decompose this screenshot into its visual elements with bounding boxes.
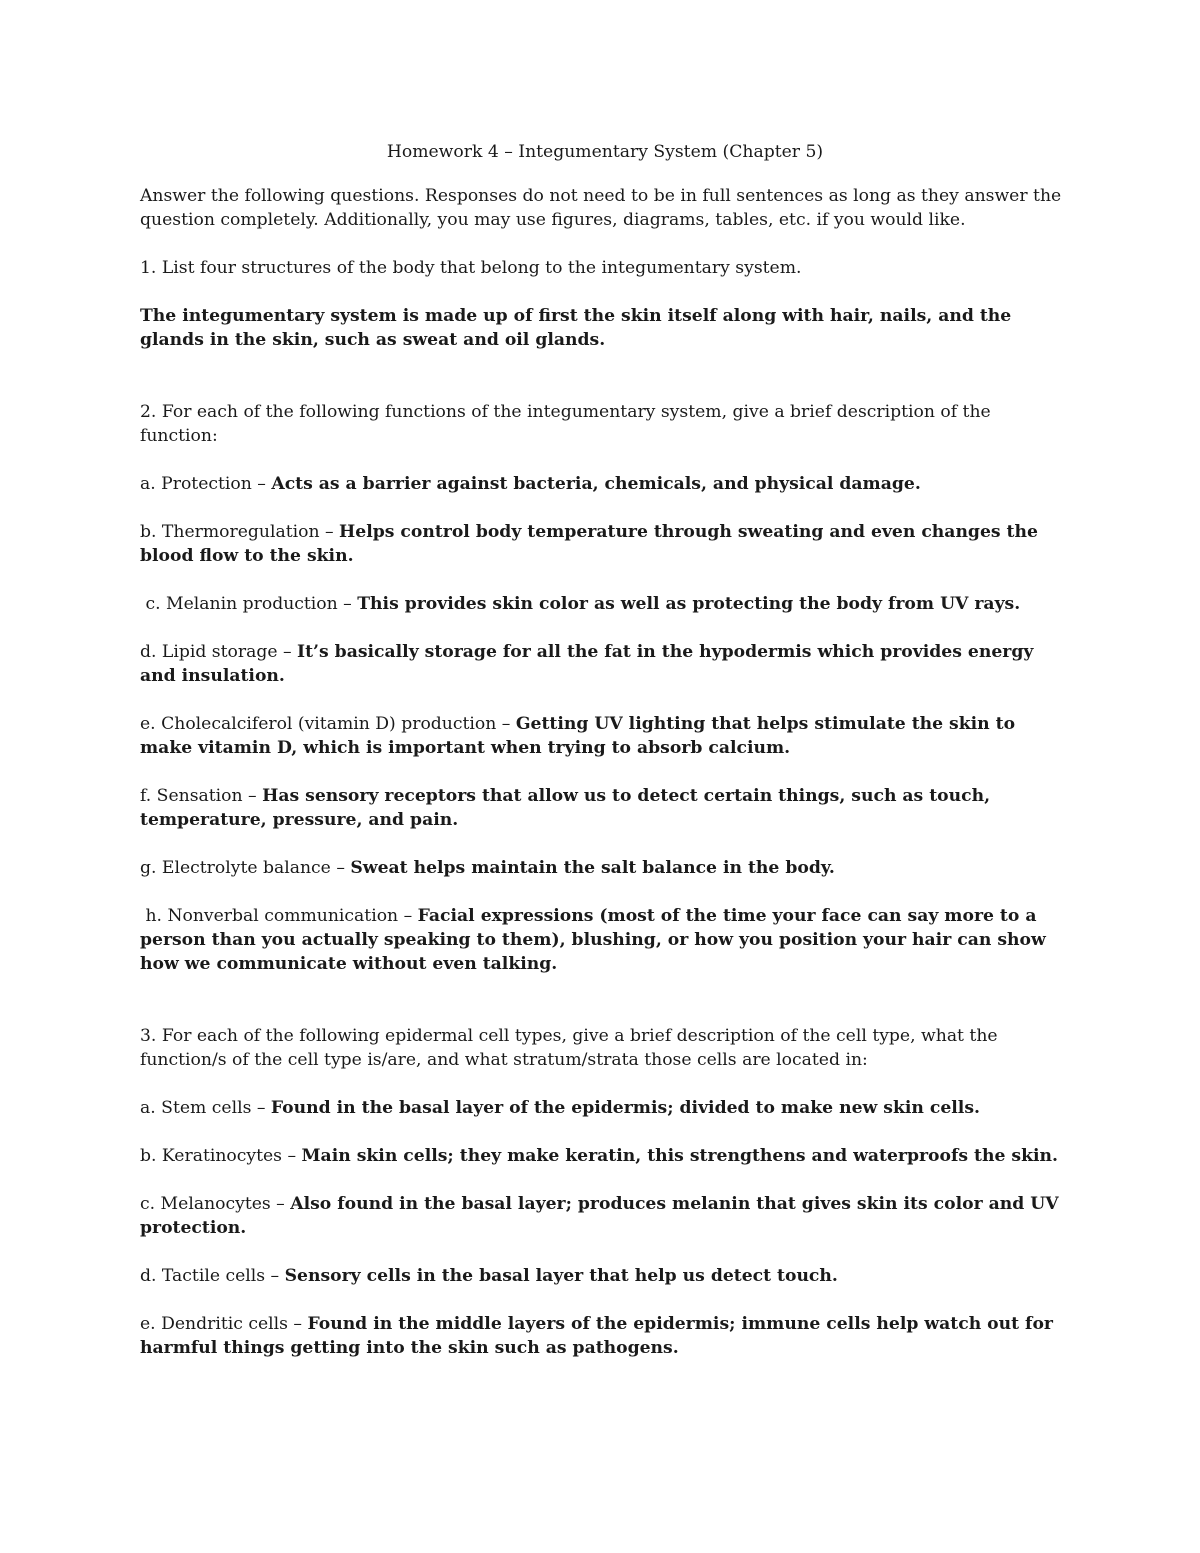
q2-item-g	[140, 856, 1070, 880]
item-answer: Sweat helps maintain the salt balance in the body.	[350, 858, 835, 878]
item-label: f. Sensation –	[140, 786, 263, 806]
question-2: 2. For each of the following functions of the integumentary system, give a brief description of the function:	[140, 402, 991, 446]
item-answer: Found in the middle layers of the epidermis; immune cells help watch out for harmful things getting into the skin such as pathogens.	[140, 1314, 1053, 1358]
question-3: 3. For each of the following epidermal cell types, give a brief description of the cell type, what the function/s of the cell type is/are, and what stratum/strata those cells are located in:	[140, 1026, 998, 1070]
q2-item-f	[140, 784, 1070, 832]
q2-item-d	[140, 640, 1070, 688]
q3-item-a	[140, 1096, 1070, 1120]
document-title: Homework 4 – Integumentary System (Chapter 5)	[386, 142, 824, 162]
q2-item-e	[140, 712, 1070, 760]
item-answer: Found in the basal layer of the epidermis; divided to make new skin cells.	[270, 1098, 980, 1118]
item-label: c. Melanin production –	[140, 594, 358, 614]
item-answer: This provides skin color as well as protecting the body from UV rays.	[357, 594, 1021, 614]
item-answer: Helps control body temperature through sweating and even changes the blood flow to the skin.	[140, 522, 1038, 566]
item-answer: Facial expressions (most of the time your face can say more to a person than you actually speaking to them), blushing, or how you position your hair can show how we communicate without even talking.	[140, 906, 1052, 974]
q3-item-d	[140, 1264, 1070, 1288]
item-answer: Also found in the basal layer; produces melanin that gives skin its color and UV protection.	[140, 1194, 1059, 1238]
q2-item-h	[140, 904, 1070, 976]
item-label: d. Tactile cells –	[140, 1266, 285, 1286]
document-page	[140, 140, 1070, 1384]
item-label: c. Melanocytes –	[140, 1194, 291, 1214]
item-label: b. Thermoregulation –	[140, 522, 340, 542]
item-label: b. Keratinocytes –	[140, 1146, 302, 1166]
item-label: a. Protection –	[140, 474, 272, 494]
item-label: a. Stem cells –	[140, 1098, 271, 1118]
item-label: e. Dendritic cells –	[140, 1314, 308, 1334]
q2-item-b	[140, 520, 1070, 568]
question-1: 1. List four structures of the body that belong to the integumentary system.	[140, 258, 802, 278]
item-label: e. Cholecalciferol (vitamin D) production –	[140, 714, 516, 734]
item-answer: Sensory cells in the basal layer that help us detect touch.	[284, 1266, 838, 1286]
item-answer: Getting UV lighting that helps stimulate the skin to make vitamin D, which is important when trying to absorb calcium.	[140, 714, 1016, 758]
item-answer: Has sensory receptors that allow us to detect certain things, such as touch, temperature, pressure, and pain.	[140, 786, 991, 830]
q3-item-b	[140, 1144, 1070, 1168]
q3-item-c	[140, 1192, 1070, 1240]
instructions-paragraph: Answer the following questions. Responses do not need to be in full sentences as long as they answer the question completely. Additionally, you may use figures, diagrams, tables, etc. if you would like.	[140, 186, 1062, 230]
answer-1: The integumentary system is made up of first the skin itself along with hair, nails, and the glands in the skin, such as sweat and oil glands.	[140, 306, 1012, 350]
item-label: g. Electrolyte balance –	[140, 858, 351, 878]
q2-item-a	[140, 472, 1070, 496]
q2-item-c	[140, 592, 1070, 616]
item-label: d. Lipid storage –	[140, 642, 298, 662]
item-label: h. Nonverbal communication –	[140, 906, 418, 926]
item-answer: Acts as a barrier against bacteria, chemicals, and physical damage.	[271, 474, 921, 494]
q3-item-e	[140, 1312, 1070, 1360]
item-answer: Main skin cells; they make keratin, this strengthens and waterproofs the skin.	[301, 1146, 1058, 1166]
item-answer: It’s basically storage for all the fat in the hypodermis which provides energy and insulation.	[140, 642, 1034, 686]
